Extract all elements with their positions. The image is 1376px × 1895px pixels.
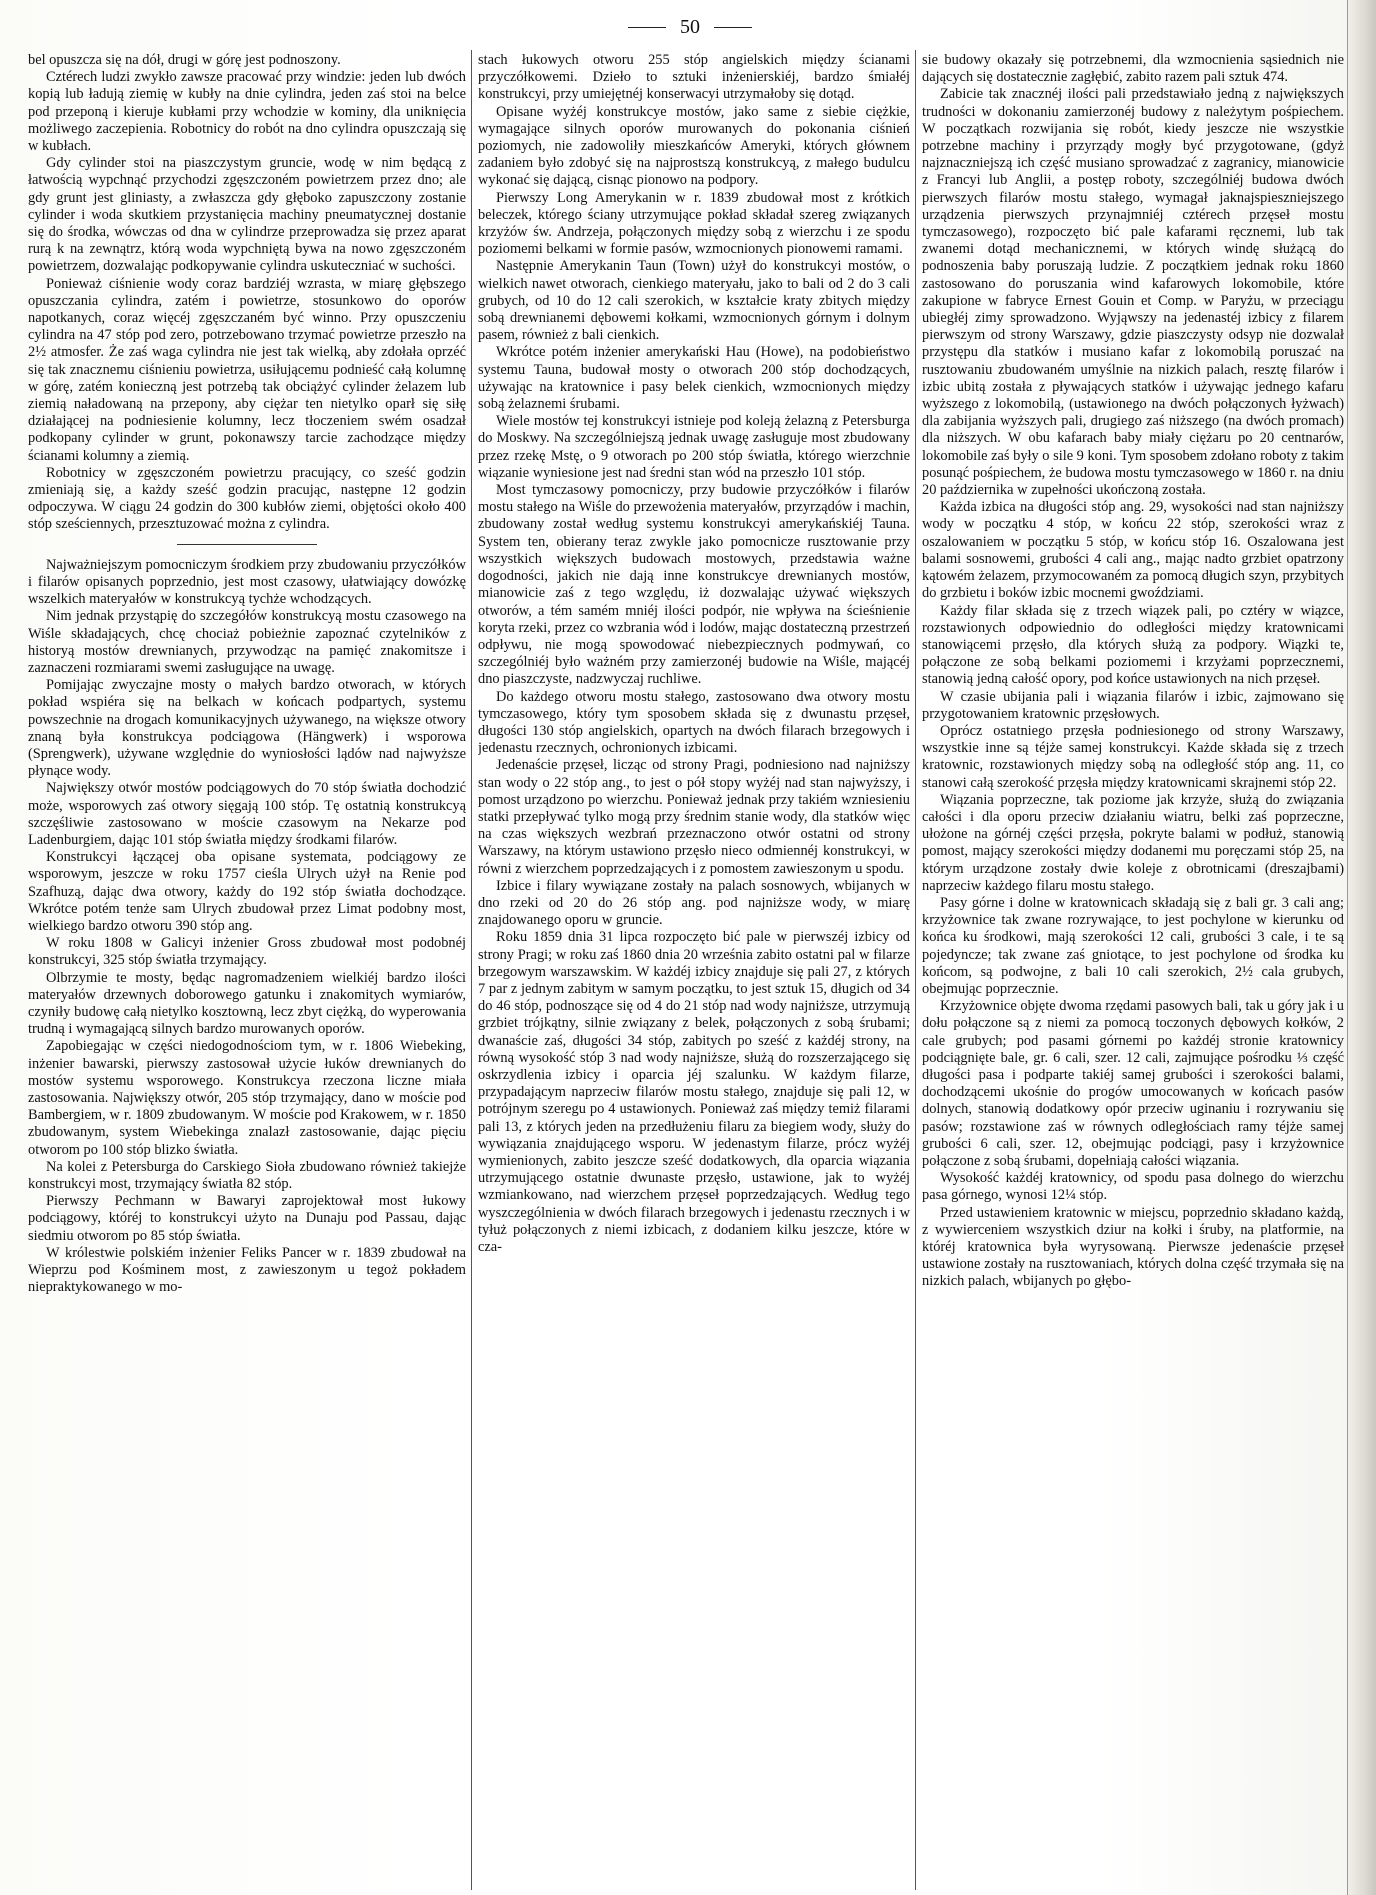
paragraph: Pomijając zwyczajne mosty o małych bardzo otworach, w których pokład wspiéra się na belkach w końcach podpartych, systemu powszechnie na drogach komunikacyjnych używanego, na większe otwory znaną była konstrukcya podciągowa (Hängwerk) i wsporowa (Sprengwerk), używane względnie do wyniosłości lądów nad najwyższe płynące wody. (28, 677, 466, 780)
text-column-3 (922, 52, 1344, 1887)
paragraph: W roku 1808 w Galicyi inżenier Gross zbudował most podobnéj konstrukcyi, 325 stóp światła trzymający. (28, 935, 466, 969)
paragraph: Cztérech ludzi zwykło zawsze pracować przy windzie: jeden lub dwóch kopią lub ładują ziemię w kubły na dnie cylindra, jeden zaś stoi na belce pod przeponą i kieruje kubłami przy wchodzie w kominy, dla uniknięcia możliwego zaczepienia. Robotnicy do robót na dno cylindra opuszczają się w kubłach. (28, 69, 466, 155)
paragraph: Największy otwór mostów podciągowych do 70 stóp światła dochodzić może, wsporowych zaś otwory sięgają 100 stóp. Tę ostatnią konstrukcyą szczęśliwie zastosowano w moście czasowym na Nekarze pod Ladenburgiem, dając 101 stóp światła między środkami filarów. (28, 780, 466, 848)
paragraph: Pierwszy Pechmann w Bawaryi zaprojektował most łukowy podciągowy, któréj to konstrukcyi użyto na Dunaju pod Passau, dając siedmiu otworom po 85 stóp światła. (28, 1193, 466, 1244)
adjacent-page-edge (1347, 0, 1376, 1895)
paragraph: Nim jednak przystąpię do szczegółów konstrukcyą mostu czasowego na Wiśle składających, chcę chociaż pobieżnie zapoznać czytelników z historyą mostów drewnianych, przywodząc na pamięć znakomitsze i zaznaczeni rozmiarami swemi zasługujące na uwagę. (28, 608, 466, 676)
paragraph: stach łukowych otworu 255 stóp angielskich między ścianami przyczółkowemi. Dzieło to sztuki inżenierskiéj, bardzo śmiałéj konstrukcyi, przy umiejętnéj konserwacyi utrzymałoby się dotąd. (478, 52, 910, 103)
paragraph: Pierwszy Long Amerykanin w r. 1839 zbudował most z krótkich beleczek, którego ściany utrzymujące pokład składał szereg związanych krzyżów św. Andrzeja, połączonych między sobą z wierzchu i ze spodu poziomemi belkami w formie pasów, wzmocnionych pionowemi ramami. (478, 189, 910, 258)
paragraph: Oprócz ostatniego przęsła podniesionego od strony Warszawy, wszystkie inne są téjże samej konstrukcyi. Każde składa się z trzech kratownic, rozstawionych między sobą na odległość stóp ang. 11, co stanowi całą szerokość przęsła między kratownicami skrajnemi stóp 22. (922, 722, 1344, 791)
column-divider (471, 50, 472, 1890)
paragraph: Konstrukcyi łączącej oba opisane systemata, podciągowy ze wsporowym, jeszcze w roku 1757 cieśla Ulrych użył na Renie pod Szafhuzą, dając dwa otwory, każdy do 192 stóp światła dochodzące. Wkrótce potém tenże sam Ulrych zbudował przez Limat podobny most, wielkiego bardzo otworu 390 stóp ang. (28, 849, 466, 934)
page-number: 50 (680, 15, 700, 38)
paragraph: Izbice i filary wywiązane zostały na palach sosnowych, wbijanych w dno rzeki od 20 do 26 stóp ang. pod najniższe wody, w miarę znajdowanego oporu w gruncie. (478, 877, 910, 929)
paragraph: Każdy filar składa się z trzech wiązek pali, po cztéry w wiązce, rozstawionych odpowiednio do odległości między kratownicami stanowiącemi przęsło, dla których służą za podpory. Wiązki te, połączone ze sobą belkami poziomemi i krzyżami poprzecznemi, stanowią jedną całość opory, pod końce ustawionych na nich przęseł. (922, 602, 1344, 688)
paragraph: bel opuszcza się na dół, drugi w górę jest podnoszony. (28, 52, 341, 68)
page-header (600, 12, 780, 42)
paragraph: Opisane wyżéj konstrukcye mostów, jako same z siebie ciężkie, wymagające silnych oporów murowanych do pokonania ciśnień poziomych, nie zadowoliły mieszkańców Ameryki, których głównem zadaniem było zdobyć się na najprostszą konstrukcyą, z małego budulcu wykonać się dającą, cisnąc pionowo na podpory. (478, 103, 910, 189)
text-column-2 (478, 52, 910, 1887)
text-column-1 (28, 52, 466, 1887)
paragraph: Robotnicy w zgęszczoném powietrzu pracujący, co sześć godzin zmieniają się, a każdy sześć godzin pracując, następne 12 godzin odpoczywa. W ciągu 24 godzin do 300 kubłów ziemi, objętości około 400 stóp sześciennych, przesztuzować można z cylindra. (28, 464, 466, 533)
paragraph: Następnie Amerykanin Taun (Town) użył do konstrukcyi mostów, o wielkich nawet otworach, cienkiego materyału, jako to bali od 2 do 3 cali grubych, od 10 do 12 cali szerokich, w kształcie kraty zbitych między sobą drewnianemi dębowemi kołkami, wzmocnionych górnym i dolnym pasem, również z bali cienkich. (478, 258, 910, 344)
paragraph: Ponieważ ciśnienie wody coraz bardziéj wzrasta, w miarę głębszego opuszczania cylindra, zatém i powietrze, stosunkowo do oporów napotkanych, coraz więcéj zgęszczaném być winno. Przy opuszczeniu cylindra na 47 stóp pod zero, potrzebowano trzymać powietrze przeszło na 2½ atmosfer. Że zaś waga cylindra nie jest tak wielką, aby zdołała oprzéć się tak znacznemu ciśnieniu powietrza, usiłującemu podnieść całą kolumnę w górę, zatém konieczną jest potrzebą tak obciążyć cylinder żelazem lub ziemią naładowaną na przepony, aby ciężar ten nietylko oparł się siłę działającej na podniesienie kolumny, lecz tłoczeniem swém osadzał podkopany cylinder w grunt, pokonawszy tarcie zachodzące między ścianami kolumny a ziemią. (28, 275, 466, 464)
paragraph: Wkrótce potém inżenier amerykański Hau (Howe), na podobieństwo systemu Tauna, budował mosty o otworach 200 stóp dochodzących, używając na kratownice i pasy belek cienkich, wzmocnionych między sobą żelaznemi śrubami. (478, 344, 910, 413)
header-rule-right (714, 27, 752, 28)
paragraph: Pasy górne i dolne w kratownicach składają się z bali gr. 3 cali ang; krzyżownice tak zwane rozrywające, to jest pochylone w kierunku od końca ku środkowi, mają szerokości 12 cali, grubości 3 cale, i te są pojedyncze; tak zwane zaś gniotące, to jest pochylone od środka ku końcom, są podwojne, z bali 10 cali szerokich, 2½ cala grubych, obejmując poprzecznie. (922, 894, 1344, 997)
paragraph: Najważniejszym pomocniczym środkiem przy zbudowaniu przyczółków i filarów opisanych poprzednio, jest most czasowy, ułatwiający dowózkę wszelkich materyałów w konstrukcyą tychże wchodzących. (28, 556, 466, 608)
header-rule-left (628, 27, 666, 28)
paragraph: W czasie ubijania pali i wiązania filarów i izbic, zajmowano się przygotowaniem kratownic przęsłowych. (922, 688, 1344, 722)
paragraph: Jedenaście przęseł, licząc od strony Pragi, podniesiono nad najniższy stan wody o 22 stóp ang., to jest o pół stopy wyżéj nad stan najwyższy, i pomost urządzono po wierzchu. Ponieważ jednak przy takiém wzniesieniu statki przepływać tylko mogą przy średnim stanie wody, dla statków więc na czas większych wezbrań przeznaczono otwór ostatni od strony Warszawy, na którym ustawiono przęsło nieco odmiennéj konstrukcyi, w równi z wierzchem poprzedzających i z pomostem zawieszonym u spodu. (478, 757, 910, 877)
paragraph: Na kolei z Petersburga do Carskiego Sioła zbudowano również takiejże konstrukcyi most, trzymający światła 82 stóp. (28, 1158, 466, 1192)
paragraph: W królestwie polskiém inżenier Feliks Pancer w r. 1839 zbudował na Wieprzu pod Kośminem most, z zawieszonym u tegoż pokładem niepraktykowanego w mo- (28, 1244, 466, 1296)
paragraph: Każda izbica na długości stóp ang. 29, wysokości nad stan najniższy wody w początku 4 stóp, w końcu 22 stóp, szerokości wraz z oszalowaniem w początku 5 stóp, w końcu stóp 16. Oszalowana jest balami sosnowemi, grubości 4 cali ang., mając nadto grzbiet opatrzony kątowém żelazem, przymocowaném za pomocą długich szyn, przybitych do grzbietu i boków izbic mocnemi gwoździami. (922, 499, 1344, 602)
paragraph: Wiele mostów tej konstrukcyi istnieje pod koleją żelazną z Petersburga do Moskwy. Na szczególniejszą jednak uwagę zasługuje most zbudowany przez rzekę Mstę, o 9 otworach po 200 stóp światła, którego wierzchnie wiązanie wyniesione jest nad średni stan wód na przeszło 101 stóp. (478, 413, 910, 481)
paragraph: Zabicie tak znacznéj ilości pali przedstawiało jedną z największych trudności w dokonaniu zamierzonéj budowy z należytym pośpiechem. W początkach rozwijania się robót, kiedy jeszcze nie wszystkie potrzebne machiny i przyrządy mogły być przygotowane, (gdyż najznaczniejszą ich część musiano sprowadzać z zagranicy, mianowicie z Francyi lub Anglii, a postęp roboty, szczególniéj budowa dwóch pierwszych filarów mostu stałego, wymagał jaknajspieszniejszego urządzenia pierwszych przynajmniéj cztérech przęseł mostu tymczasowego), rozpoczęto bić pale kafarami ręcznemi, lub tak zwanemi dotąd mechanicznemi, w których windę służącą do podnoszenia baby poruszają ludzie. Z początkiem jednak roku 1860 zastosowano do poruszania wind kafarowych lokomobile, które zakupione w fabryce Ernest Gouin et Comp. w Paryżu, w przeciągu ubiegłéj zimy sprowadzono. Wyjąwszy na jedenastéj izbicy z filarem pierwszym od strony Warszawy, gdzie piaszczysty odsyp nie dozwalał przystępu dla statków i musiano kafar z lokomobilą poruszać na rusztowaniu zbudowaném umyślnie na nizkich palach, resztę filarów i izbic ubitą została z pływających statków i używając jednego kafaru wyższego z lokomobilą, (ustawionego na dwóch połączonych łyżwach) dla zabijania wyższych pali, drugiego zaś niższego (na dwóch promach) dla niższych. W obu kafarach baby miały ciężaru po 20 centnarów, lokomobile zaś były o sile 9 koni. Tym sposobem zdołano roboty z takim posunąć pośpiechem, że budowa mostu tymczasowego w 1860 r. na dniu 20 października w zupełności ukończoną została. (922, 86, 1344, 499)
paragraph: Roku 1859 dnia 31 lipca rozpoczęto bić pale w pierwszéj izbicy od strony Pragi; w roku zaś 1860 dnia 20 września zabito ostatni pal w filarze brzegowym warszawskim. W każdéj izbicy znajduje się pali 27, z których 7 par z jednym zabitym w samym początku, to jest sztuk 15, długich od 34 do 46 stóp, podnoszące się od 4 do 21 stóp nad wody najniższe, utrzymują grzbiet trójkątny, silnie związany z belek, połączonych z sobą śrubami; dwanaście zaś, długości 34 stóp, zabitych po sześć z każdéj strony, na równą wysokość stóp 3 nad wody najniższe, służą do rozszerzającego się oskrzydlenia izbicy i oparcia jéj szalunku. W każdym filarze, przypadającym naprzeciw filarów mostu stałego, znajduje się pali 12, w potrójnym szeregu po 4 ustawionych. Ponieważ zaś między temiż filarami pali 13, z których jeden na przedłużeniu filaru za biegiem wody, służy do wywiązania znajdującego wsporu. W jedenastym filarze, prócz wyżéj wymienionych, zabito jeszcze sześć dodatkowych, dla oparcia wiązania utrzymującego ostatnie dwunaste przęsło, ustawione, jak to wyżéj wzmiankowano, nad wierzchem przęseł poprzedzających. Według tego wyszczególnienia w dwóch filarach brzegowych i jedenastu rzecznych i w tyłuż połączonych z niemi izbicach, z dodaniem kilku jeszcze, które w cza- (478, 929, 910, 1256)
section-divider (177, 544, 317, 545)
paragraph: Olbrzymie te mosty, będąc nagromadzeniem wielkiéj bardzo ilości materyałów drzewnych doborowego gatunku i znakomitych wymiarów, czyniły budowę całą nietylko kosztowną, lecz zbyt ciężką, do wyperowania trudną i wymagającą silnych bardzo murowanych oporów. (28, 969, 466, 1038)
paragraph: Wysokość każdéj kratownicy, od spodu pasa dolnego do wierzchu pasa górnego, wynosi 12¼ stóp. (922, 1170, 1344, 1204)
paragraph: sie budowy okazały się potrzebnemi, dla wzmocnienia sąsiednich nie dających się dostatecznie zagłębić, zabito razem pali sztuk 474. (922, 52, 1344, 86)
paragraph: Przed ustawieniem kratownic w miejscu, poprzednio składano każdą, z wywierceniem wszystkich dziur na kołki i śruby, na platformie, na któréj kratownica była wyrysowaną. Pierwsze jedenaście przęseł ustawione zostały na rusztowaniach, których dolna część trzymała się na nizkich palach, wbijanych po głębo- (922, 1204, 1344, 1290)
paragraph: Most tymczasowy pomocniczy, przy budowie przyczółków i filarów mostu stałego na Wiśle do przewożenia materyałów, przyrządów i machin, zbudowany został według systemu konstrukcyi amerykańskiéj Tauna. System ten, obierany teraz zwykle jako pomocnicze rusztowanie przy wszystkich większych budowach mostowych, przedstawia ważne dogodności, jakich nie dają inne konstrukcye drewnianych mostów, mianowicie zaś z tego względu, iż dozwalając używać większych otworów, a tém samém mniéj ilości podpór, nie wpływa na ścieśnienie koryta rzeki, przez co wzbrania wód i lodów, mając dostateczną przestrzeń odpływu, nie mogą spowodować niebezpiecznych podmywań, co szczególniéj było ważném przy zamierzonéj budowie na Wiśle, mającéj dno piaszczyste, nadzwyczaj ruchliwe. (478, 482, 910, 688)
paragraph: Wiązania poprzeczne, tak poziome jak krzyże, służą do związania całości i dla oporu przeciw działaniu wiatru, belki zaś poprzeczne, ułożone na górnéj części przęsła, pokryte balami w podłuż, stanowią pomost, mający szerokości między dodanemi mu poręczami stóp 25, na którym urządzone zostały dwie koleje z obrotnicami (dreszajbami) naprzeciw każdego filaru mostu stałego. (922, 791, 1344, 894)
column-divider (915, 50, 916, 1890)
paragraph: Zapobiegając w części niedogodnościom tym, w r. 1806 Wiebeking, inżenier bawarski, pierwszy zastosował użycie łuków drewnianych do mostów systemu wsporowego. Konstrukcya rzeczona liczne miała zastosowania. Największy otwór, 205 stóp trzymający, dano w moście pod Bambergiem, w r. 1809 zbudowanym. W moście pod Krakowem, w r. 1850 zbudowanym, system Wiebekinga znalazł zastosowanie, dając pięciu otworom po 100 stóp blizko światła. (28, 1038, 466, 1158)
paragraph: Gdy cylinder stoi na piaszczystym gruncie, wodę w nim będącą z łatwością wypchnąć przychodzi zgęszczoném powietrzem przez dno; ale gdy grunt jest gliniasty, a zwłaszcza gdy głęboko zapuszczony zostanie cylinder i woda skutkiem przystanięcia machiny pneumatycznej dostanie się do środka, wówczas od dna w cylindrze przeprowadza się przez aparat rurą k na zewnątrz, którą woda wypchniętą bywa na nowo zgęszczoném powietrzem, dozwalając podkopywanie cylindra uskuteczniać w suchości. (28, 155, 466, 275)
paragraph: Krzyżownice objęte dwoma rzędami pasowych bali, tak u góry jak i u dołu połączone są z niemi za pomocą toczonych dębowych kołków, 2 cale grubych; pod pasami górnemi po każdéj stronie kratownicy podciągnięte bale, gr. 6 cali, szer. 12 cali, zajmujące pośrodku ⅓ część długości pasa i podparte takiéj samej grubości i szerokości balami, dochodzącemi ukośnie do progów umocowanych w końcach pasów dolnych, stanowią dodatkowy opór przeciw uginaniu i rozrywaniu się pasów; rozstawione zaś w równych odległościach ramy téjże samej grubości 6 cali, szer. 12, obejmując podciągi, pasy i krzyżownice połączone z sobą śrubami, dopełniają całości wiązania. (922, 998, 1344, 1169)
paragraph: Do każdego otworu mostu stałego, zastosowano dwa otwory mostu tymczasowego, który tym sposobem składa się z dwunastu przęseł, długości 130 stóp angielskich, opartych na dwóch filarach brzegowych i jedenastu rzecznych, ochronionych izbicami. (478, 688, 910, 757)
